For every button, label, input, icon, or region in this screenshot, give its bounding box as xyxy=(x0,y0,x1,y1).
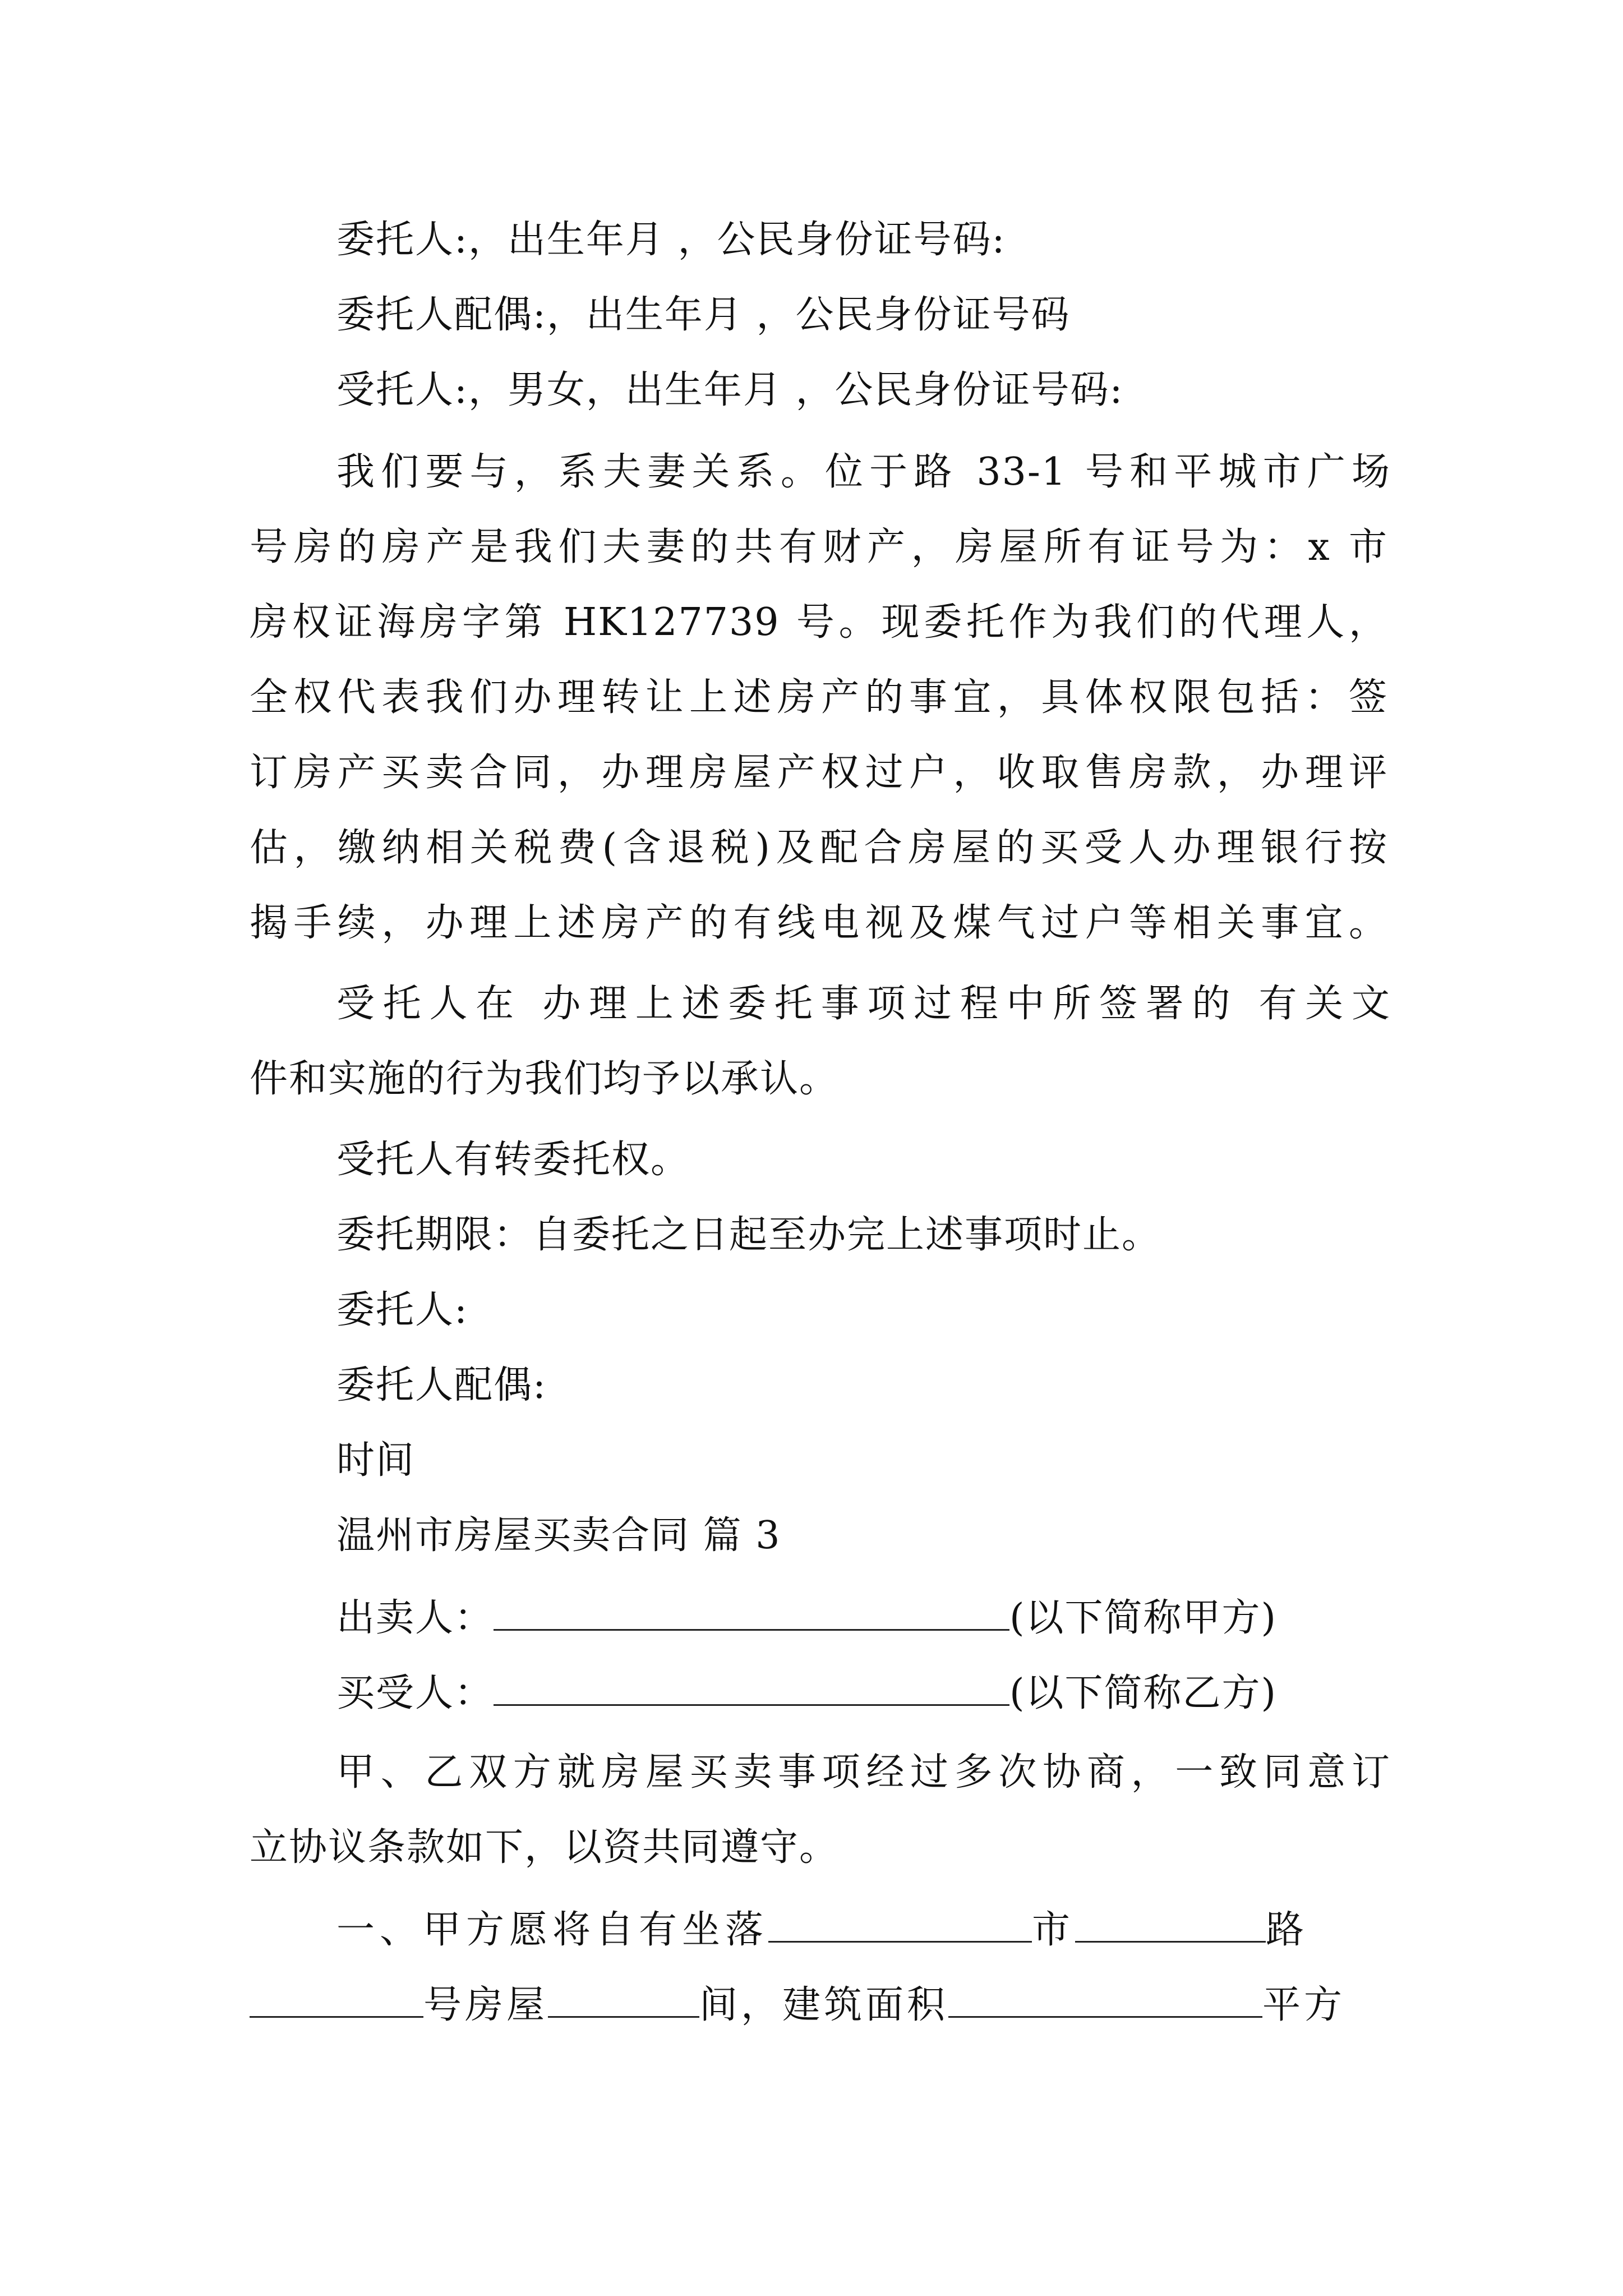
road-label: 路 xyxy=(1266,1908,1310,1952)
paragraph-line: 受托人在 办理上述委托事项过程中所签署的 有关文 xyxy=(336,982,1391,1026)
paragraph-line: 号房的房产是我们夫妻的共有财产，房屋所有证号为：x 市 xyxy=(250,525,1388,569)
area-blank[interactable] xyxy=(948,1981,1262,2018)
city-blank[interactable] xyxy=(768,1906,1032,1943)
signature-label-spouse: 委托人配偶: xyxy=(336,1363,547,1407)
paragraph-line: 估，缴纳相关税费(含退税)及配合房屋的买受人办理银行按 xyxy=(250,826,1388,870)
paragraph-line: 件和实施的行为我们均予以承认。 xyxy=(250,1057,839,1101)
paragraph-line: 全权代表我们办理转让上述房产的事宜，具体权限包括：签 xyxy=(250,675,1388,720)
house-label: 号房屋 xyxy=(423,1983,548,2027)
sqm-label: 平方 xyxy=(1262,1983,1346,2027)
area-label: 间，建筑面积 xyxy=(699,1983,949,2027)
seller-line xyxy=(336,1594,1391,1641)
paragraph-line: 房权证海房字第 HK127739 号。现委托作为我们的代理人， xyxy=(250,600,1388,645)
paragraph-line: 立协议条款如下，以资共同遵守。 xyxy=(250,1825,839,1870)
text-line: 委托人配偶:，出生年月 ，公民身份证号码 xyxy=(336,293,1071,337)
text-line: 委托人:，出生年月 ，公民身份证号码: xyxy=(336,218,1006,262)
text-line: 委托期限：自委托之日起至办完上述事项时止。 xyxy=(336,1213,1161,1257)
clause-one-continued xyxy=(250,1981,1388,2028)
clause-one-line xyxy=(336,1906,1391,1953)
buyer-line xyxy=(336,1669,1391,1716)
buyer-blank[interactable] xyxy=(494,1669,1009,1706)
paragraph-line: 订房产买卖合同，办理房屋产权过户，收取售房款，办理评 xyxy=(250,751,1388,795)
buyer-label: 买受人： xyxy=(336,1671,494,1715)
paragraph-line: 揭手续，办理上述房产的有线电视及煤气过户等相关事宜。 xyxy=(250,901,1388,945)
clause-one-text: 一、甲方愿将自有坐落 xyxy=(336,1908,769,1952)
text-line: 受托人:，男女，出生年月 ，公民身份证号码: xyxy=(336,368,1124,412)
date-label: 时间 xyxy=(336,1438,416,1483)
paragraph-line: 甲、乙双方就房屋买卖事项经过多次协商，一致同意订 xyxy=(336,1750,1391,1795)
rooms-blank[interactable] xyxy=(548,1981,699,2018)
text-line: 受托人有转委托权。 xyxy=(336,1138,690,1182)
section-title: 温州市房屋买卖合同 篇 3 xyxy=(336,1513,781,1558)
number-blank[interactable] xyxy=(250,1981,423,2018)
seller-blank[interactable] xyxy=(494,1594,1009,1631)
buyer-suffix: (以下简称乙方) xyxy=(1009,1671,1278,1715)
road-blank[interactable] xyxy=(1075,1906,1266,1943)
signature-label-client: 委托人: xyxy=(336,1288,468,1332)
seller-suffix: (以下简称甲方) xyxy=(1009,1596,1278,1640)
city-label: 市 xyxy=(1032,1908,1076,1952)
seller-label: 出卖人： xyxy=(336,1596,494,1640)
paragraph-line: 我们要与，系夫妻关系。位于路 33-1 号和平城市广场 xyxy=(336,450,1391,494)
